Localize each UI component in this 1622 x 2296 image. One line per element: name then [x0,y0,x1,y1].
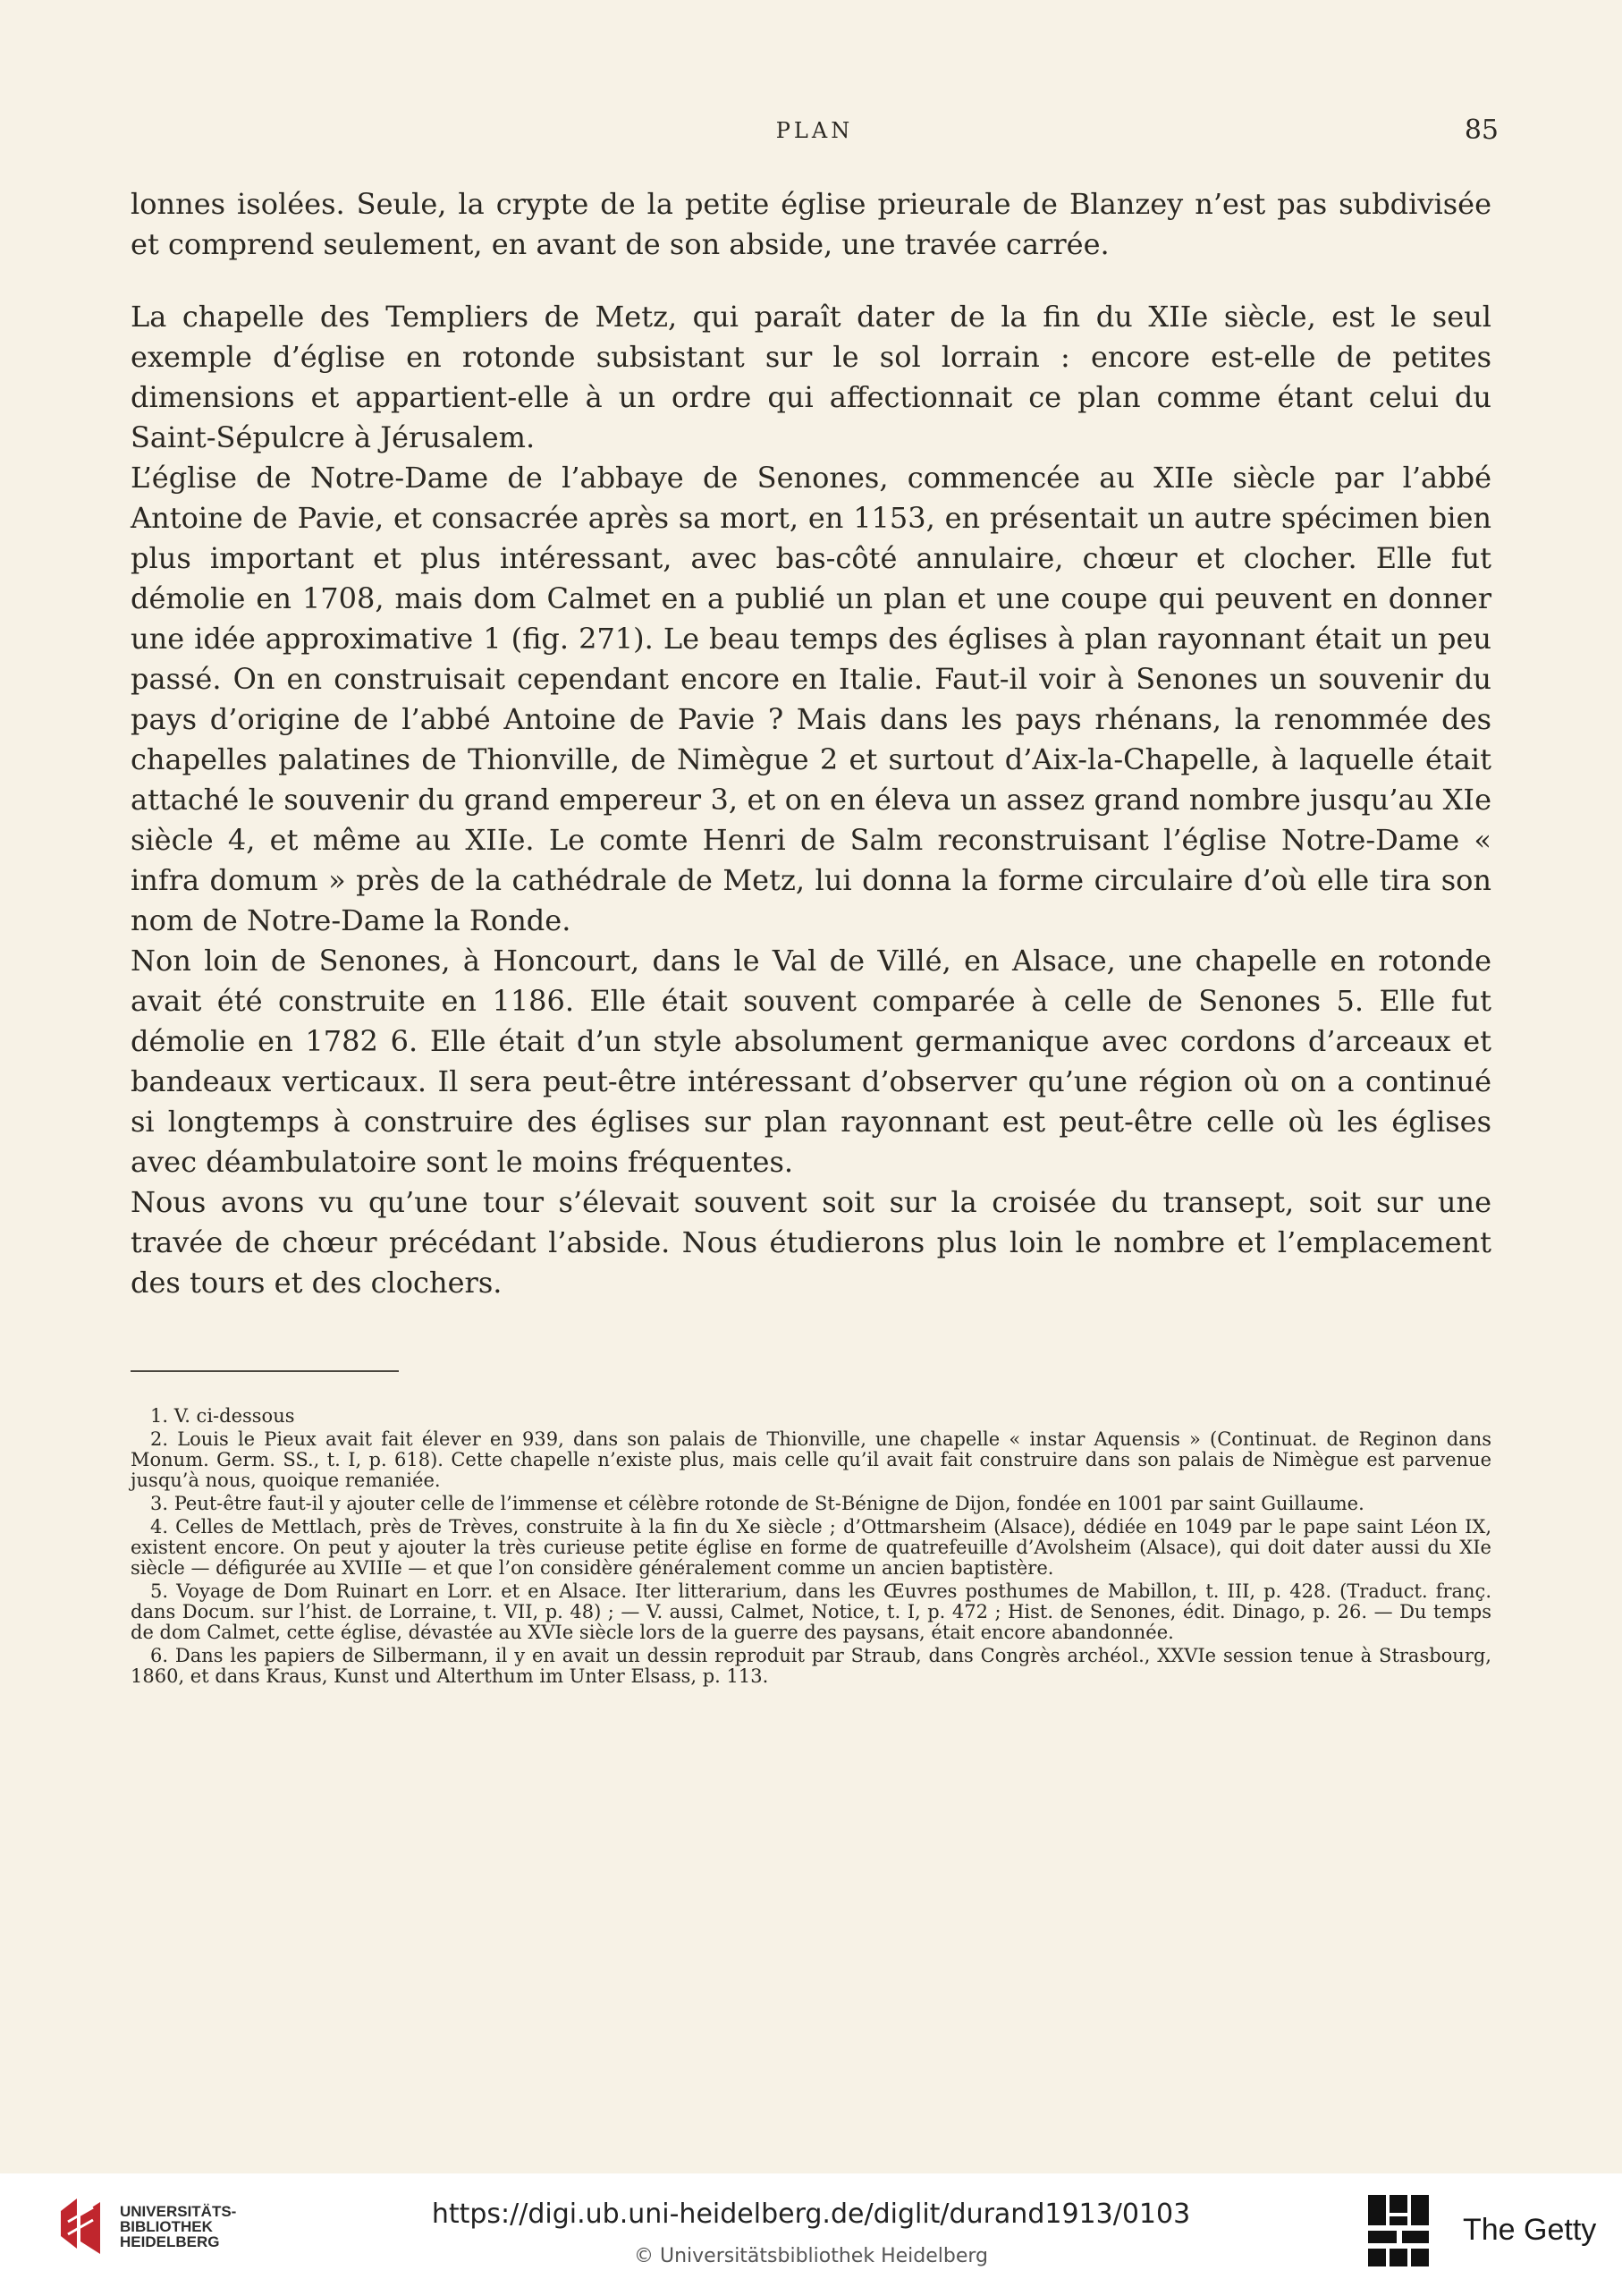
library-name-line: BIBLIOTHEK [120,2218,213,2235]
getty-logo-icon [1366,2193,1432,2268]
body-text [131,184,1491,1303]
viewer-footer [0,2173,1622,2296]
footnote-separator [131,1370,399,1372]
footnotes [131,1406,1491,1690]
partner-name: The Getty [1463,2213,1597,2247]
page-header [131,114,1499,150]
footnote: 4. Celles de Mettlach, près de Trèves, construite à la fin du Xe siècle ; d’Ottmarsheim (Alsace), dédiée en 1049 par le pape saint Léon IX, existent encore. On peut y ajouter la très curieuse petite église en forme de quatrefeuille d’Avolsheim (Alsace), qui doit dater aussi du XIe siècle — défigurée au XVIIIe — et que l’on considère généralement comme un ancien baptistère. [131,1516,1491,1579]
paragraph: Non loin de Senones, à Honcourt, dans le Val de Villé, en Alsace, une chapelle en rotonde avait été construite en 1186. Elle était souvent comparée à celle de Senones 5. Elle fut démolie en 1782 6. Elle était d’un style absolument germanique avec cordons d’arceaux et bandeaux verticaux. Il sera peut-être intéressant d’observer qu’une région où on a continué si longtemps à construire des églises sur plan rayonnant est peut-être celle où les églises avec déambulatoire sont le moins fréquentes. [131,944,1491,1179]
footnote: 1. V. ci-dessous [150,1405,295,1427]
page-number: 85 [1464,114,1499,146]
footnote: 5. Voyage de Dom Ruinart en Lorr. et en Alsace. Iter litterarium, dans les Œuvres posthumes de Mabillon, t. III, p. 428. (Traduct. franç. dans Docum. sur l’hist. de Lorraine, t. VII, p. 48) ; — V. aussi, Calmet, Notice, t. I, p. 472 ; Hist. de Senones, édit. Dinago, p. 26. — Du temps de dom Calmet, cette église, dévastée au XVIe siècle lors de la guerre des paysans, était encore abandonnée. [131,1580,1491,1643]
footnote: 2. Louis le Pieux avait fait élever en 939, dans son palais de Thionville, une chapelle « instar Aquensis » (Continuat. de Reginon dans Monum. Germ. SS., t. I, p. 618). Cette chapelle n’existe plus, mais celle qu’il avait fait construire dans son palais de Nimègue est parvenue jusqu’à nous, quoique remaniée. [131,1428,1491,1491]
library-name-line: HEIDELBERG [120,2233,220,2250]
running-head: PLAN [775,118,854,143]
paragraph: Nous avons vu qu’une tour s’élevait souvent soit sur la croisée du transept, soit sur une travée de chœur précédant l’abside. Nous étudierons plus loin le nombre et l’emplacement des tours et des clochers. [131,1185,1491,1300]
permalink-url[interactable]: https://digi.ub.uni-heidelberg.de/diglit/durand1913/0103 [431,2199,1191,2230]
footnote: 3. Peut-être faut-il y ajouter celle de l’immense et célèbre rotonde de St-Bénigne de Dijon, fondée en 1001 par saint Guillaume. [150,1493,1364,1514]
copyright-notice: © Universitätsbibliothek Heidelberg [633,2245,988,2267]
library-name-line: UNIVERSITÄTS- [120,2203,237,2220]
paragraph: La chapelle des Templiers de Metz, qui paraît dater de la fin du XIIe siècle, est le seul exemple d’église en rotonde subsistant sur le sol lorrain : encore est-elle de petites dimensions et appartient-elle à un ordre qui affectionnait ce plan comme étant celui du Saint-Sépulcre à Jérusalem. [131,300,1491,454]
paragraph: L’église de Notre-Dame de l’abbaye de Senones, commencée au XIIe siècle par l’abbé Antoine de Pavie, et consacrée après sa mort, en 1153, en présentait un autre spécimen bien plus important et plus intéressant, avec bas-côté annulaire, chœur et clocher. Elle fut démolie en 1708, mais dom Calmet en a publié un plan et une coupe qui peuvent en donner une idée approximative 1 (fig. 271). Le beau temps des églises à plan rayonnant était un peu passé. On en construisait cependant encore en Italie. Faut-il voir à Senones un souvenir du pays d’origine de l’abbé Antoine de Pavie ? Mais dans les pays rhénans, la renommée des chapelles palatines de Thionville, de Nimègue 2 et surtout d’Aix-la-Chapelle, à laquelle était attaché le souvenir du grand empereur 3, et on en éleva un assez grand nombre jusqu’au XIe siècle 4, et même au XIIe. Le comte Henri de Salm reconstruisant l’église Notre-Dame « infra domum » près de la cathédrale de Metz, lui donna la forme circulaire d’où elle tira son nom de Notre-Dame la Ronde. [131,461,1491,937]
footnote: 6. Dans les papiers de Silbermann, il y en avait un dessin reproduit par Straub, dans Congrès archéol., XXVIe session tenue à Strasbourg, 1860, et dans Kraus, Kunst und Alterthum im Unter Elsass, p. 113. [131,1645,1491,1687]
paragraph: lonnes isolées. Seule, la crypte de la petite église prieurale de Blanzey n’est pas subdivisée et comprend seulement, en avant de son abside, une travée carrée. [131,187,1491,261]
